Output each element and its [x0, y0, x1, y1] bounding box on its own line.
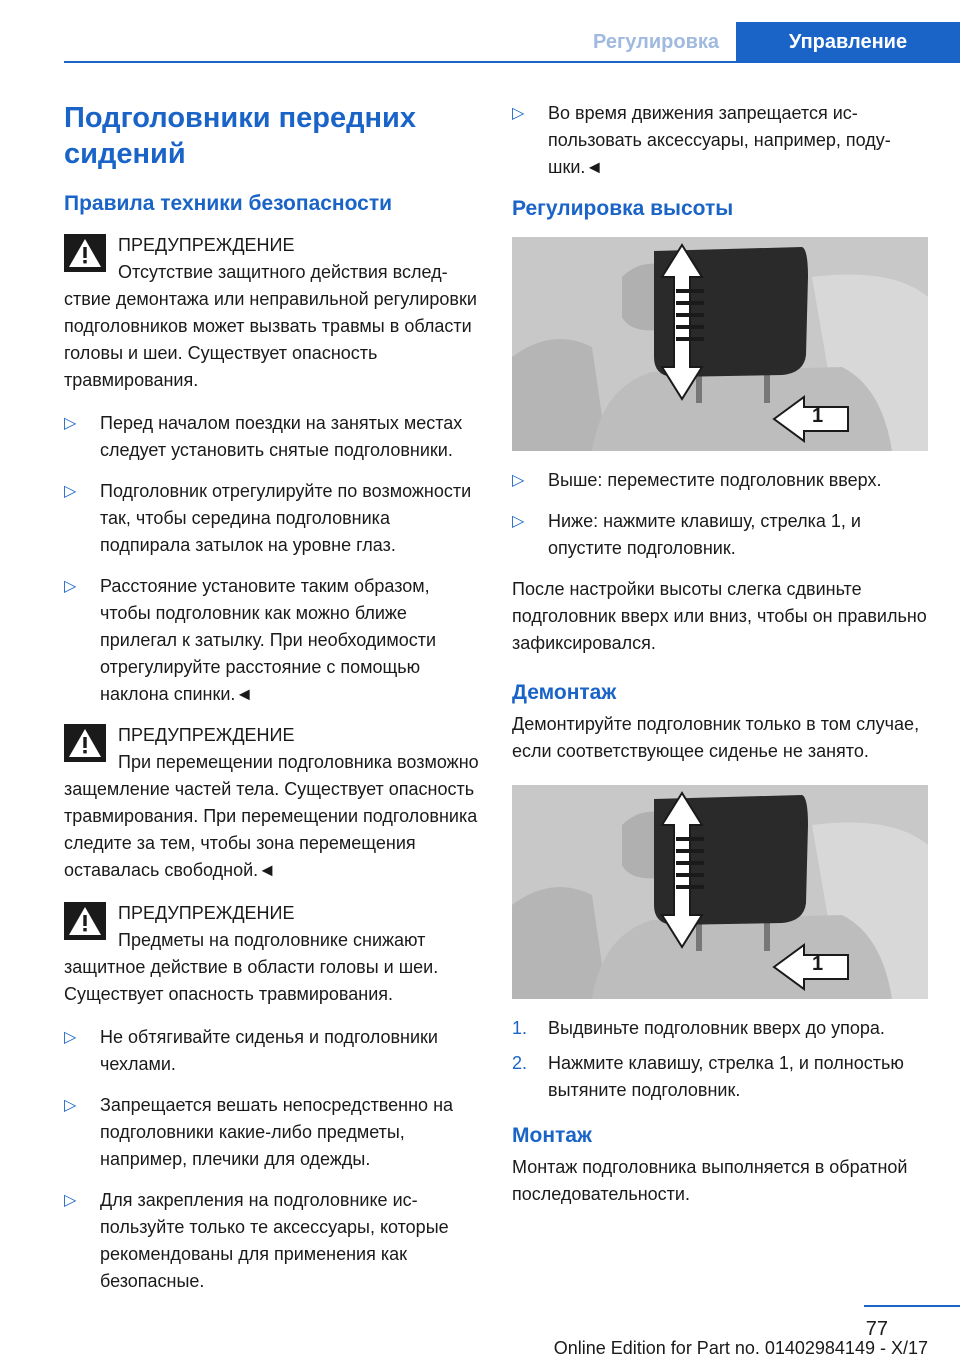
bullet-triangle-icon: ▷ [64, 1029, 77, 1046]
header-tab-controls: Управление [736, 22, 960, 62]
warning-icon [64, 234, 106, 272]
headrest-removal-photo [512, 785, 928, 999]
list-item: ▷ Для закрепления на подголовнике используйте только те аксессуары, которые рекомендованы для применения как безопасные. [64, 1187, 480, 1295]
step-number: 1. [512, 1018, 528, 1038]
bullet-triangle-icon: ▷ [512, 472, 525, 489]
arrow-callout-1: 1 [812, 405, 824, 427]
page-header [0, 0, 960, 62]
bullet-triangle-icon: ▷ [512, 513, 525, 530]
list-item: ▷ Запрещается вешать непосредственно на подголовники какие-либо предметы, например, плечики для одежды. [64, 1092, 480, 1173]
page-title: Подголовники передних сидений [64, 102, 416, 170]
warning-block-1 [64, 232, 480, 394]
warning-text: При перемещении подголовника возможно защемление частей тела. Существует опасность травмирования. При перемещении подголовника следите за тем, чтобы зона перемещения оставалась свободной.◄ [64, 752, 479, 880]
headrest-illustration [512, 785, 928, 999]
warning-label: ПРЕДУПРЕЖДЕНИЕ [118, 903, 295, 923]
right-column [512, 100, 928, 1208]
step-number: 2. [512, 1053, 528, 1073]
height-note: После настройки высоты слегка сдвиньте подголовник вверх или вниз, чтобы он правильно зафиксировался. [512, 579, 927, 653]
height-list [512, 467, 928, 562]
left-column [64, 100, 480, 1309]
warning-text: Предметы на подголовнике снижают защитное действие в области головы и шеи. Существует опасность травмирования. [64, 930, 439, 1004]
arrow-callout-1: 1 [812, 953, 824, 975]
section-install-title: Монтаж [512, 1124, 592, 1147]
safety-list-2 [64, 1024, 480, 1295]
list-item: ▷ Расстояние установите таким образом, чтобы подголовник как можно ближе прилегал к затылку. При необходимости отрегулируйте расстояние с помощью наклона спинки.◄ [64, 573, 480, 708]
warning-icon [64, 902, 106, 940]
removal-text: Демонтируйте подголовник только в том случае, если соответствующее сиденье не занято. [512, 714, 920, 761]
bullet-triangle-icon: ▷ [512, 105, 525, 122]
warning-label: ПРЕДУПРЕЖДЕНИЕ [118, 725, 295, 745]
list-item: ▷ Не обтягивайте сиденья и подголовники чехлами. [64, 1024, 480, 1078]
safety-list-continued [512, 100, 928, 181]
list-item: 2. Нажмите клавишу, стрелка 1, и полностью вытяните подголовник. [512, 1050, 928, 1104]
header-rule [64, 61, 960, 63]
list-item: ▷ Выше: переместите подголовник вверх. [512, 467, 928, 494]
warning-icon [64, 724, 106, 762]
list-item: ▷ Перед началом поездки на занятых местах следует установить снятые подголовники. [64, 410, 480, 464]
headrest-illustration [512, 237, 928, 451]
bullet-triangle-icon: ▷ [64, 1192, 77, 1209]
headrest-height-photo [512, 237, 928, 451]
list-item: 1. Выдвиньте подголовник вверх до упора. [512, 1015, 928, 1042]
page-number: 77 [865, 1318, 888, 1340]
footer-rule [864, 1305, 960, 1307]
footer-edition: Online Edition for Part no. 01402984149 - X/17 [553, 1338, 928, 1358]
bullet-triangle-icon: ▷ [64, 1097, 77, 1114]
bullet-triangle-icon: ▷ [64, 578, 77, 595]
warning-label: ПРЕДУПРЕЖДЕНИЕ [118, 235, 295, 255]
section-height-title: Регулировка высоты [512, 197, 734, 220]
safety-list-1 [64, 410, 480, 708]
list-item: ▷ Подголовник отрегулируйте по возможности так, чтобы середина подголовника подпирала затылок на уровне глаз. [64, 478, 480, 559]
install-text: Монтаж подголовника выполняется в обратной последовательности. [512, 1157, 908, 1204]
warning-block-2 [64, 722, 480, 884]
section-removal-title: Демонтаж [512, 681, 617, 704]
section-safety-title: Правила техники безопасности [64, 192, 393, 215]
list-item: ▷ Во время движения запрещается использовать аксессуары, например, подушки.◄ [512, 100, 928, 181]
header-tab-adjustment: Регулировка [592, 31, 719, 53]
removal-steps [512, 1015, 928, 1104]
warning-text: Отсутствие защитного действия вследствие демонтажа или неправильной регулировки подголовников может вызвать травмы в области головы и шеи. Существует опасность травмирования. [64, 262, 477, 390]
bullet-triangle-icon: ▷ [64, 483, 77, 500]
warning-block-3 [64, 900, 480, 1008]
bullet-triangle-icon: ▷ [64, 415, 77, 432]
list-item: ▷ Ниже: нажмите клавишу, стрелка 1, и опустите подголовник. [512, 508, 928, 562]
